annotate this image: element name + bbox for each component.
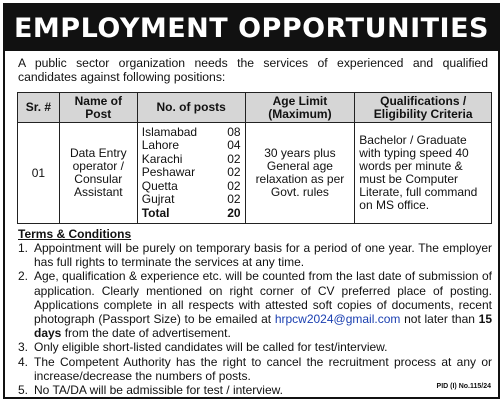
deadline-days: 15 days: [34, 312, 492, 341]
terms-heading: Terms & Conditions: [18, 227, 132, 241]
city-row-karachi: Karachi 02: [141, 151, 241, 166]
table-header-row: [18, 93, 492, 123]
cell-qualifications: Bachelor / Graduate with typing speed 40 words per minute & must be Computer Literate, full command on MS office.: [355, 123, 492, 224]
city-row-lahore: Lahore 04: [141, 138, 241, 153]
city-row-total: Total 20: [141, 205, 241, 220]
header-sr: Sr. #: [18, 93, 60, 123]
cell-age-limit: 30 years plus General age relaxation as per Govt. rules: [245, 123, 355, 224]
page-title: EMPLOYMENT OPPORTUNITIES: [5, 5, 498, 51]
list-item: 1. Appointment will be purely on temporary basis for a period of one year. The employer has full rights to terminate the services at any time.: [18, 241, 492, 270]
city-row-peshawar: Peshawar 02: [141, 165, 241, 180]
header-no-of-posts: No. of posts: [137, 93, 245, 123]
list-item: 5. No TA/DA will be admissible for test / interview.: [18, 383, 283, 398]
header-post: Name of Post: [59, 93, 137, 123]
list-item: 2. Age, qualification & experience etc. will be counted from the last date of submission of application. Clearly mentioned on right corner of CV preferred place of posting. Applications complete in all respects with attested soft copies of documents, recent photograph (Passport Size) to be emailed at hrpcw2024@gmail.com not later than 15 days from the date of advertisement.: [18, 269, 492, 341]
cell-post-name: Data Entry operator / Consular Assistant: [59, 123, 137, 224]
city-row-islamabad: Islamabad 08: [141, 124, 241, 139]
email-link[interactable]: hrpcw2024@gmail.com: [274, 312, 401, 327]
terms-list: [18, 241, 492, 397]
city-row-quetta: Quetta 02: [141, 178, 241, 193]
intro-text: A public sector organization needs the services of experienced and qualified candidates against following positions:: [18, 56, 488, 84]
header-qualifications: Qualifications / Eligibility Criteria: [355, 93, 492, 123]
cell-posts-by-city: [137, 123, 245, 224]
city-row-gujrat: Gujrat 02: [141, 192, 241, 207]
cell-sr: 01: [18, 123, 60, 224]
pid-number: PID (I) No.115/24: [436, 383, 491, 390]
list-item: 4. The Competent Authority has the right to cancel the recruitment process at any or increase/decrease the numbers of posts.: [18, 354, 492, 383]
table-row: [18, 123, 492, 224]
positions-table: [17, 92, 492, 224]
header-age-limit: Age Limit (Maximum): [245, 93, 355, 123]
list-item: 3. Only eligible short-listed candidates will be called for test/interview.: [18, 340, 388, 355]
